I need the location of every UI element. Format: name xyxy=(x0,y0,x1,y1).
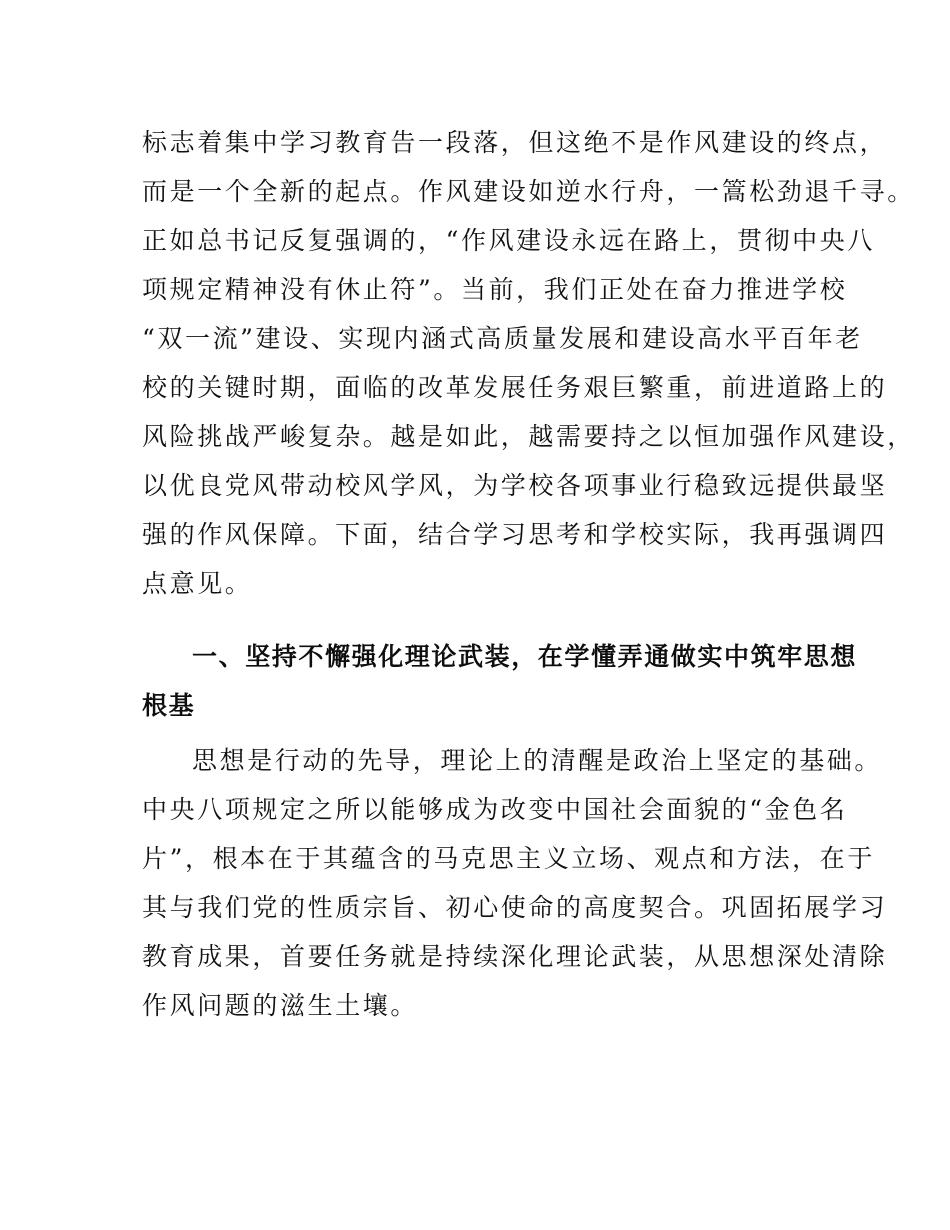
heading-line: 一、坚持不懈强化理论武装，在学懂弄通做实中筑牢思想 xyxy=(192,642,858,671)
paragraph-continuation xyxy=(142,118,915,608)
text-line: 教育成果，首要任务就是持续深化理论武装，从思想深处清除 xyxy=(142,942,888,971)
text-line: 中央八项规定之所以能够成为改变中国社会面貌的“金色名 xyxy=(142,795,848,824)
section-heading xyxy=(142,632,858,730)
text-line: 校的关键时期，面临的改革发展任务艰巨繁重，前进道路上的 xyxy=(142,373,888,402)
text-line: 标志着集中学习教育告一段落，但这绝不是作风建设的终点， xyxy=(142,128,888,157)
text-line: 正如总书记反复强调的，“作风建设永远在路上，贯彻中央八 xyxy=(142,226,875,255)
text-line: 以优良党风带动校风学风，为学校各项事业行稳致远提供最坚 xyxy=(142,471,888,500)
heading-line: 根基 xyxy=(142,691,196,720)
text-line: 项规定精神没有休止符”。当前，我们正处在奋力推进学校 xyxy=(142,275,848,304)
text-line: 点意见。 xyxy=(142,569,253,598)
text-line: 强的作风保障。下面，结合学习思考和学校实际，我再强调四 xyxy=(142,520,888,549)
body-paragraph xyxy=(142,736,888,1030)
text-line: 其与我们党的性质宗旨、初心使命的高度契合。巩固拓展学习 xyxy=(142,893,888,922)
text-line: 作风问题的滋生土壤。 xyxy=(142,991,419,1020)
text-line: 而是一个全新的起点。作风建设如逆水行舟，一篙松劲退千寻。 xyxy=(142,177,915,206)
text-line: 片”，根本在于其蕴含的马克思主义立场、观点和方法，在于 xyxy=(142,844,875,873)
text-line: 风险挑战严峻复杂。越是如此，越需要持之以恒加强作风建设， xyxy=(142,422,915,451)
text-line: 思想是行动的先导，理论上的清醒是政治上坚定的基础。 xyxy=(192,746,883,775)
text-line: “双一流”建设、实现内涵式高质量发展和建设高水平百年老 xyxy=(142,324,863,353)
